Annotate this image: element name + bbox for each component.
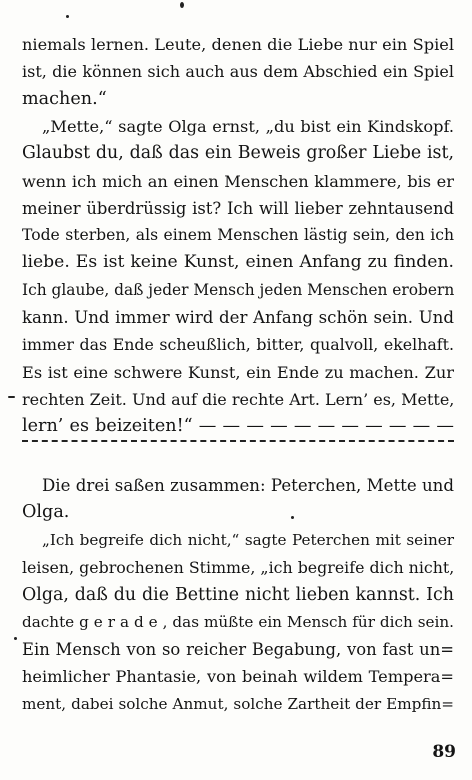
paragraph-scene bbox=[22, 472, 454, 527]
ink-speck bbox=[66, 15, 69, 18]
text-line: „Mette,“ sagte Olga ernst, „du bist ein Kindskopf. bbox=[42, 117, 454, 136]
text-line: dachte g e r a d e , das müßte ein Mensch für dich sein. bbox=[22, 612, 454, 631]
text-line: Olga. bbox=[22, 502, 70, 523]
paragraph-continuation bbox=[22, 31, 454, 113]
text-line: Glaubst du, daß das ein Beweis großer Liebe ist, bbox=[22, 143, 454, 164]
section-break-dashes bbox=[22, 440, 454, 442]
text-line: kann. Und immer wird der Anfang schön sein. Und bbox=[22, 308, 454, 328]
text-line: Es ist eine schwere Kunst, ein Ende zu machen. Zur bbox=[22, 362, 454, 382]
paragraph-olga-speech bbox=[22, 113, 454, 441]
text-line: Olga, daß du die Bettine nicht lieben kannst. Ich bbox=[22, 584, 454, 605]
text-line: leisen, gebrochenen Stimme, „ich begreife dich nicht, bbox=[22, 558, 455, 578]
text-line: machen.“ bbox=[22, 88, 107, 109]
text-line: Die drei saßen zusammen: Peterchen, Mette und bbox=[42, 476, 454, 495]
page-number: 89 bbox=[432, 742, 456, 762]
text-line: rechten Zeit. Und auf die rechte Art. Lern’ es, Mette, bbox=[22, 389, 455, 409]
text-line: Ein Mensch von so reicher Begabung, von fast un= bbox=[22, 640, 454, 660]
text-line: ment, dabei solche Anmut, solche Zartheit der Empfin= bbox=[22, 694, 454, 713]
paragraph-peterchen bbox=[22, 527, 454, 718]
text-line: „Ich begreife dich nicht,“ sagte Peterchen mit seiner bbox=[42, 531, 454, 549]
text-line: meiner überdrüssig ist? Ich will lieber zehntausend bbox=[22, 198, 454, 218]
text-line: lern’ es beizeiten!“ — — — — — — — — — — — bbox=[22, 416, 454, 437]
ink-speck bbox=[180, 2, 184, 8]
text-line: niemals lernen. Leute, denen die Liebe nur ein Spiel bbox=[22, 35, 454, 54]
text-line: Ich glaube, daß jeder Mensch jeden Menschen erobern bbox=[22, 280, 455, 299]
text-line: wenn ich mich an einen Menschen klammere, bis er bbox=[22, 171, 454, 191]
text-line: immer das Ende scheußlich, bitter, qualvoll, ekelhaft. bbox=[22, 335, 454, 355]
text-line: ist, die können sich auch aus dem Abschied ein Spiel bbox=[22, 62, 454, 82]
text-line: Tode sterben, als einem Menschen lästig sein, den ich bbox=[22, 226, 454, 245]
text-line: heimlicher Phantasie, von beinah wildem Tempera= bbox=[22, 667, 454, 687]
ink-speck bbox=[291, 516, 294, 519]
ink-speck bbox=[14, 637, 17, 640]
ink-speck bbox=[8, 396, 15, 398]
text-line: liebe. Es ist keine Kunst, einen Anfang zu finden. bbox=[22, 252, 454, 273]
